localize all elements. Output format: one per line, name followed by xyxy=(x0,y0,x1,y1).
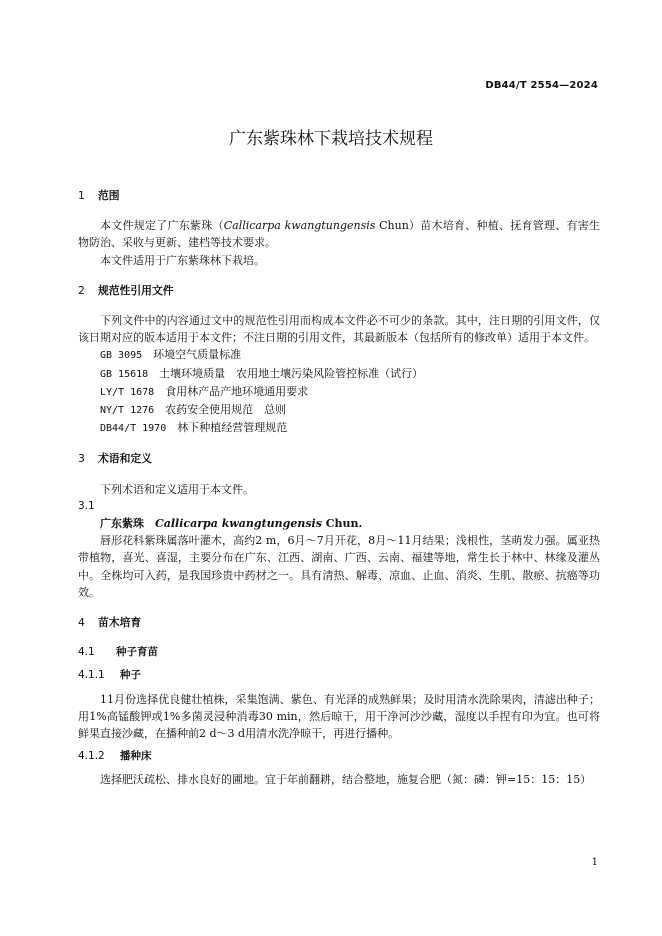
section-title: 范围 xyxy=(98,189,120,202)
reference-code: LY/T 1678 xyxy=(100,386,155,398)
section-4-1-1-heading xyxy=(78,667,600,684)
reference-code: NY/T 1276 xyxy=(100,405,155,417)
scope-paragraph-1: 本文件规定了广东紫珠（Callicarpa kwangtungensis Chun）苗木培育、种植、抚育管理、有害生物防治、采收与更新、建档等技术要求。 xyxy=(78,219,601,250)
reference-item xyxy=(78,346,600,364)
term-definition: 唇形花科紫珠属落叶灌木，高约2 m，6月～7月开花，8月～11月结果；浅根性，茎萌发力强。属亚热带植物，喜光、喜湿，主要分布在广东、江西、湖南、广西、云南、福建等地，常生长于林中、林缘及灌丛中。全株均可入药，是我国珍贵中药材之一。具有清热、解毒、凉血、止血、消炎、生肌、散瘀、抗癌等功效。 xyxy=(78,534,600,599)
term-number: 3.1 xyxy=(78,499,95,512)
section-number: 4.1.2 xyxy=(78,750,105,763)
reference-code: DB44/T 1970 xyxy=(100,423,167,435)
section-title: 种子育苗 xyxy=(116,646,158,659)
section-title: 种子 xyxy=(120,669,141,682)
section-number: 3 xyxy=(78,452,85,466)
section-2-heading xyxy=(78,282,600,299)
reference-item xyxy=(78,383,600,401)
latin-name: Callicarpa kwangtungensis xyxy=(223,219,376,233)
section-4-heading xyxy=(78,614,600,631)
terms-intro: 下列术语和定义适用于本文件。 xyxy=(100,482,254,496)
section-4-1-heading xyxy=(78,644,600,661)
standard-code: DB44/T 2554—2024 xyxy=(485,80,598,91)
reference-item xyxy=(78,419,600,437)
seedbed-paragraph: 选择肥沃疏松、排水良好的圃地。宜于年前翻耕，结合整地，施复合肥（氮：磷：钾=15：15：15） xyxy=(100,773,592,787)
document-title: 广东紫珠林下栽培技术规程 xyxy=(229,129,433,149)
page-number: 1 xyxy=(591,857,598,868)
section-number: 4.1.1 xyxy=(78,669,105,682)
term-entry: 广东紫珠 Callicarpa kwangtungensis Chun. xyxy=(100,517,363,531)
section-3-heading xyxy=(78,450,600,467)
seed-paragraph: 11月份选择优良健壮植株，采集饱满、紫色、有光泽的成熟鲜果；及时用清水洗除果肉，清滤出种子；用1%高锰酸钾或1%多菌灵浸种消毒30 min，然后晾干，用干净河沙沙藏，湿度以手捏有印为宜。也可将鲜果直接沙藏，在播种前2 d～3 d用清水洗净晾干，再进行播种。 xyxy=(78,692,600,741)
term-latin: Callicarpa kwangtungensis xyxy=(155,517,322,531)
section-1-heading xyxy=(78,187,600,204)
reference-name: 食用林产品产地环境通用要求 xyxy=(165,384,309,398)
section-title: 术语和定义 xyxy=(98,452,152,466)
reference-name: 农药安全使用规范 总则 xyxy=(165,403,287,417)
reference-item xyxy=(78,365,600,383)
reference-name: 土壤环境质量 农用地土壤污染风险管控标准（试行） xyxy=(159,366,424,380)
reference-code: GB 3095 xyxy=(100,350,143,362)
section-number: 4.1 xyxy=(78,646,95,659)
section-number: 2 xyxy=(78,283,85,297)
reference-name: 环境空气质量标准 xyxy=(153,348,242,362)
section-4-1-2-heading xyxy=(78,748,600,765)
document-body xyxy=(78,187,600,789)
section-number: 1 xyxy=(78,189,85,202)
scope-paragraph-2: 本文件适用于广东紫珠林下栽培。 xyxy=(100,253,265,267)
term-chinese: 广东紫珠 xyxy=(100,517,144,531)
reference-name: 林下种植经营管理规范 xyxy=(177,421,288,435)
references-intro: 下列文件中的内容通过文中的规范性引用而构成本文件必不可少的条款。其中，注日期的引用文件，仅该日期对应的版本适用于本文件；不注日期的引用文件，其最新版本（包括所有的修改单）适用于本文件。 xyxy=(78,314,600,345)
reference-item xyxy=(78,401,600,419)
section-title: 播种床 xyxy=(120,750,152,763)
reference-code: GB 15618 xyxy=(100,368,149,380)
section-title: 苗木培育 xyxy=(98,616,142,630)
section-title: 规范性引用文件 xyxy=(98,283,174,297)
section-number: 4 xyxy=(78,616,85,630)
